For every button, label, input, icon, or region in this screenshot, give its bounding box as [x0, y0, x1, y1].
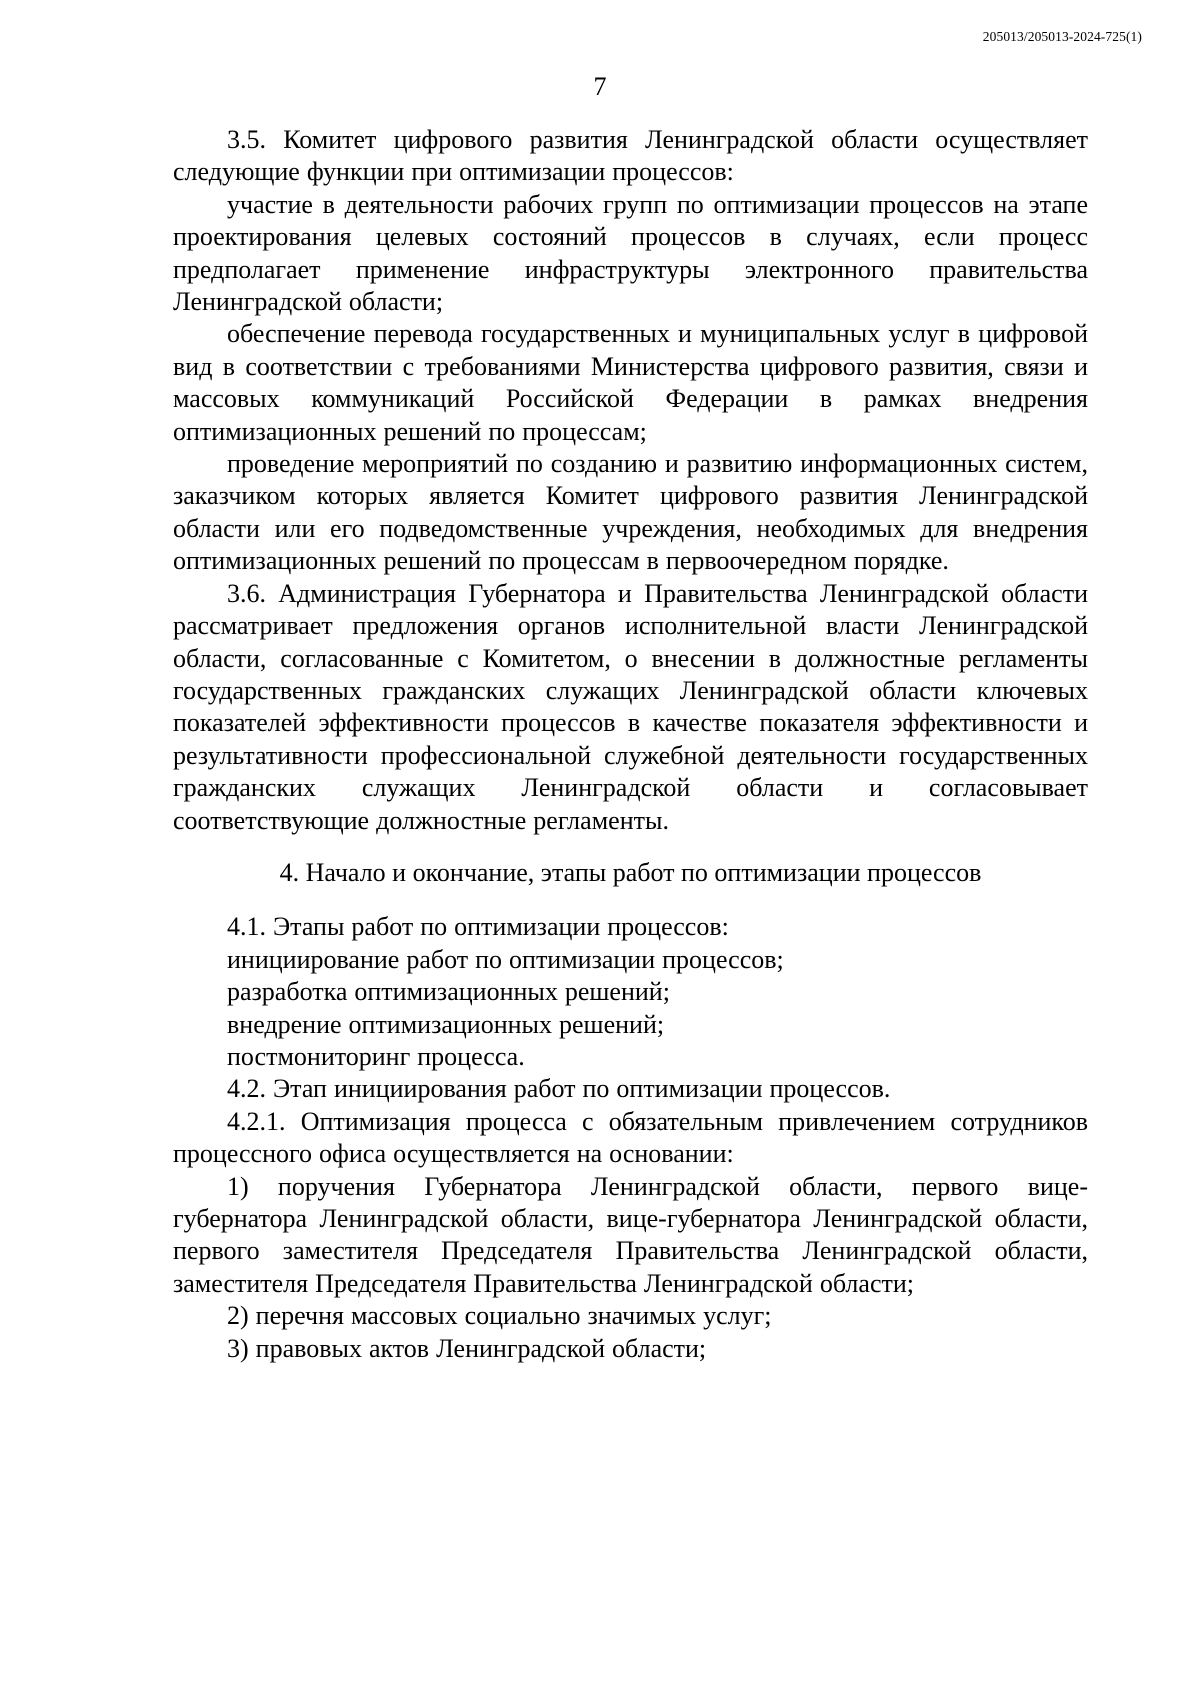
paragraph-4-2-1: 4.2.1. Оптимизация процесса с обязательным привлечением сотрудников процессного офиса осуществляется на основании: [173, 1106, 1088, 1169]
paragraph-3-5-item: проведение мероприятий по созданию и развитию информационных систем, заказчиком которых является Комитет цифрового развития Ленинградской области или его подведомственные учреждения, необходимых для внедрения оптимизационных решений по процессам в первоочередном порядке. [173, 449, 1088, 576]
paragraph-3-6: 3.6. Администрация Губернатора и Правительства Ленинградской области рассматривает предложения органов исполнительной власти Ленинградской области, согласованные с Комитетом, о внесении в должностные регламенты государственных гражданских служащих Ленинградской области ключевых показателей эффективности процессов в качестве показателя эффективности и результативности профессиональной служебной деятельности государственных гражданских служащих Ленинградской области и согласовывает соответствующие должностные регламенты. [173, 578, 1088, 835]
basis-item: 1) поручения Губернатора Ленинградской области, первого вице-губернатора Ленинградской области, вице-губернатора Ленинградской области, первого заместителя Председателя Правительства Ленинградской области, заместителя Председателя Правительства Ленинградской области; [173, 1171, 1088, 1298]
paragraph-3-5: 3.5. Комитет цифрового развития Ленинградской области осуществляет следующие функции при оптимизации процессов: [173, 125, 1088, 187]
paragraph-3-5-item: участие в деятельности рабочих групп по оптимизации процессов на этапе проектирования целевых состояний процессов в случаях, если процесс предполагает применение инфраструктуры электронного правительства Ленинградской области; [173, 189, 1088, 317]
stage-item: инициирование работ по оптимизации процессов; [227, 944, 784, 974]
page-number: 7 [593, 72, 607, 101]
section-heading-4: 4. Начало и окончание, этапы работ по оптимизации процессов [279, 857, 982, 887]
basis-item: 3) правовых актов Ленинградской области; [227, 1333, 707, 1363]
document-id: 205013/205013-2024-725(1) [982, 29, 1142, 44]
basis-item: 2) перечня массовых социально значимых услуг; [227, 1301, 772, 1331]
stage-item: разработка оптимизационных решений; [227, 977, 670, 1007]
paragraph-4-2: 4.2. Этап инициирования работ по оптимизации процессов. [227, 1074, 891, 1104]
document-body [173, 124, 1088, 1365]
paragraph-4-1: 4.1. Этапы работ по оптимизации процессов: [227, 912, 729, 942]
stage-item: постмониторинг процесса. [227, 1041, 525, 1071]
stage-item: внедрение оптимизационных решений; [227, 1009, 665, 1039]
paragraph-3-5-item: обеспечение перевода государственных и муниципальных услуг в цифровой вид в соответствии с требованиями Министерства цифрового развития, связи и массовых коммуникаций Российской Федерации в рамках внедрения оптимизационных решений по процессам; [173, 319, 1088, 446]
